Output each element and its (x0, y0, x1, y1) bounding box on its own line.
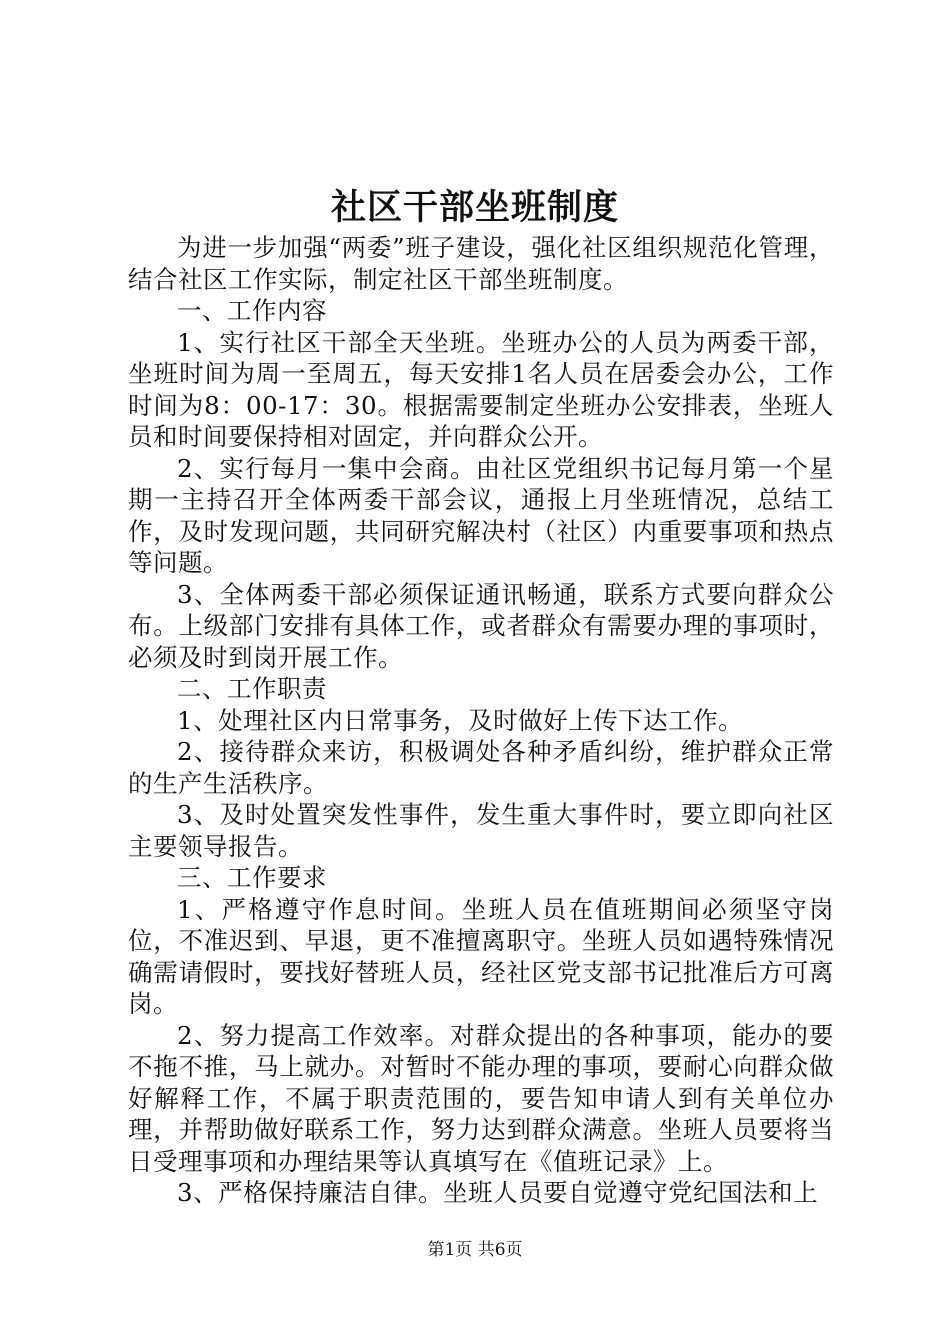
paragraph: 1、严格遵守作息时间。坐班人员在值班期间必须坚守岗位，不准迟到、早退，更不准擅离职守。坐班人员如遇特殊情况确需请假时，要找好替班人员，经社区党支部书记批准后方可离岗。 (128, 894, 834, 1018)
section-heading-work-duties: 二、工作职责 (177, 674, 327, 703)
paragraph: 2、努力提高工作效率。对群众提出的各种事项，能办的要不拖不推，马上就办。对暂时不能办理的事项，要耐心向群众做好解释工作，不属于职责范围的，要告知申请人到有关单位办理，并帮助做好联系工作，努力达到群众满意。坐班人员要将当日受理事项和办理结果等认真填写在《值班记录》上。 (128, 1020, 834, 1176)
intro-paragraph: 为进一步加强“两委”班子建设，强化社区组织规范化管理，结合社区工作实际，制定社区干部坐班制度。 (128, 233, 834, 294)
paragraph: 1、处理社区内日常事务，及时做好上传下达工作。 (177, 705, 744, 735)
paragraph: 1、实行社区干部全天坐班。坐班办公的人员为两委干部，坐班时间为周一至周五，每天安排1名人员在居委会办公，工作时间为8：00-17：30。根据需要制定坐班办公安排表，坐班人员和时间要保持相对固定，并向群众公开。 (128, 327, 834, 451)
page-footer: 第1页 共6页 (427, 1240, 523, 1260)
section-heading-work-content: 一、工作内容 (177, 296, 327, 325)
paragraph: 3、全体两委干部必须保证通讯畅通，联系方式要向群众公布。上级部门安排有具体工作，或者群众有需要办理的事项时，必须及时到岗开展工作。 (128, 579, 834, 672)
paragraph: 3、严格保持廉洁自律。坐班人员要自觉遵守党纪国法和上 (177, 1178, 819, 1207)
paragraph: 3、及时处置突发性事件，发生重大事件时，要立即向社区主要领导报告。 (128, 800, 834, 861)
paragraph: 2、接待群众来访，积极调处各种矛盾纠纷，维护群众正常的生产生活秩序。 (128, 737, 834, 798)
document-body (128, 232, 834, 1209)
paragraph: 2、实行每月一集中会商。由社区党组织书记每月第一个星期一主持召开全体两委干部会议，通报上月坐班情况，总结工作，及时发现问题，共同研究解决村（社区）内重要事项和热点等问题。 (128, 453, 834, 577)
document-title: 社区干部坐班制度 (330, 187, 619, 228)
section-heading-work-requirements: 三、工作要求 (177, 863, 327, 892)
